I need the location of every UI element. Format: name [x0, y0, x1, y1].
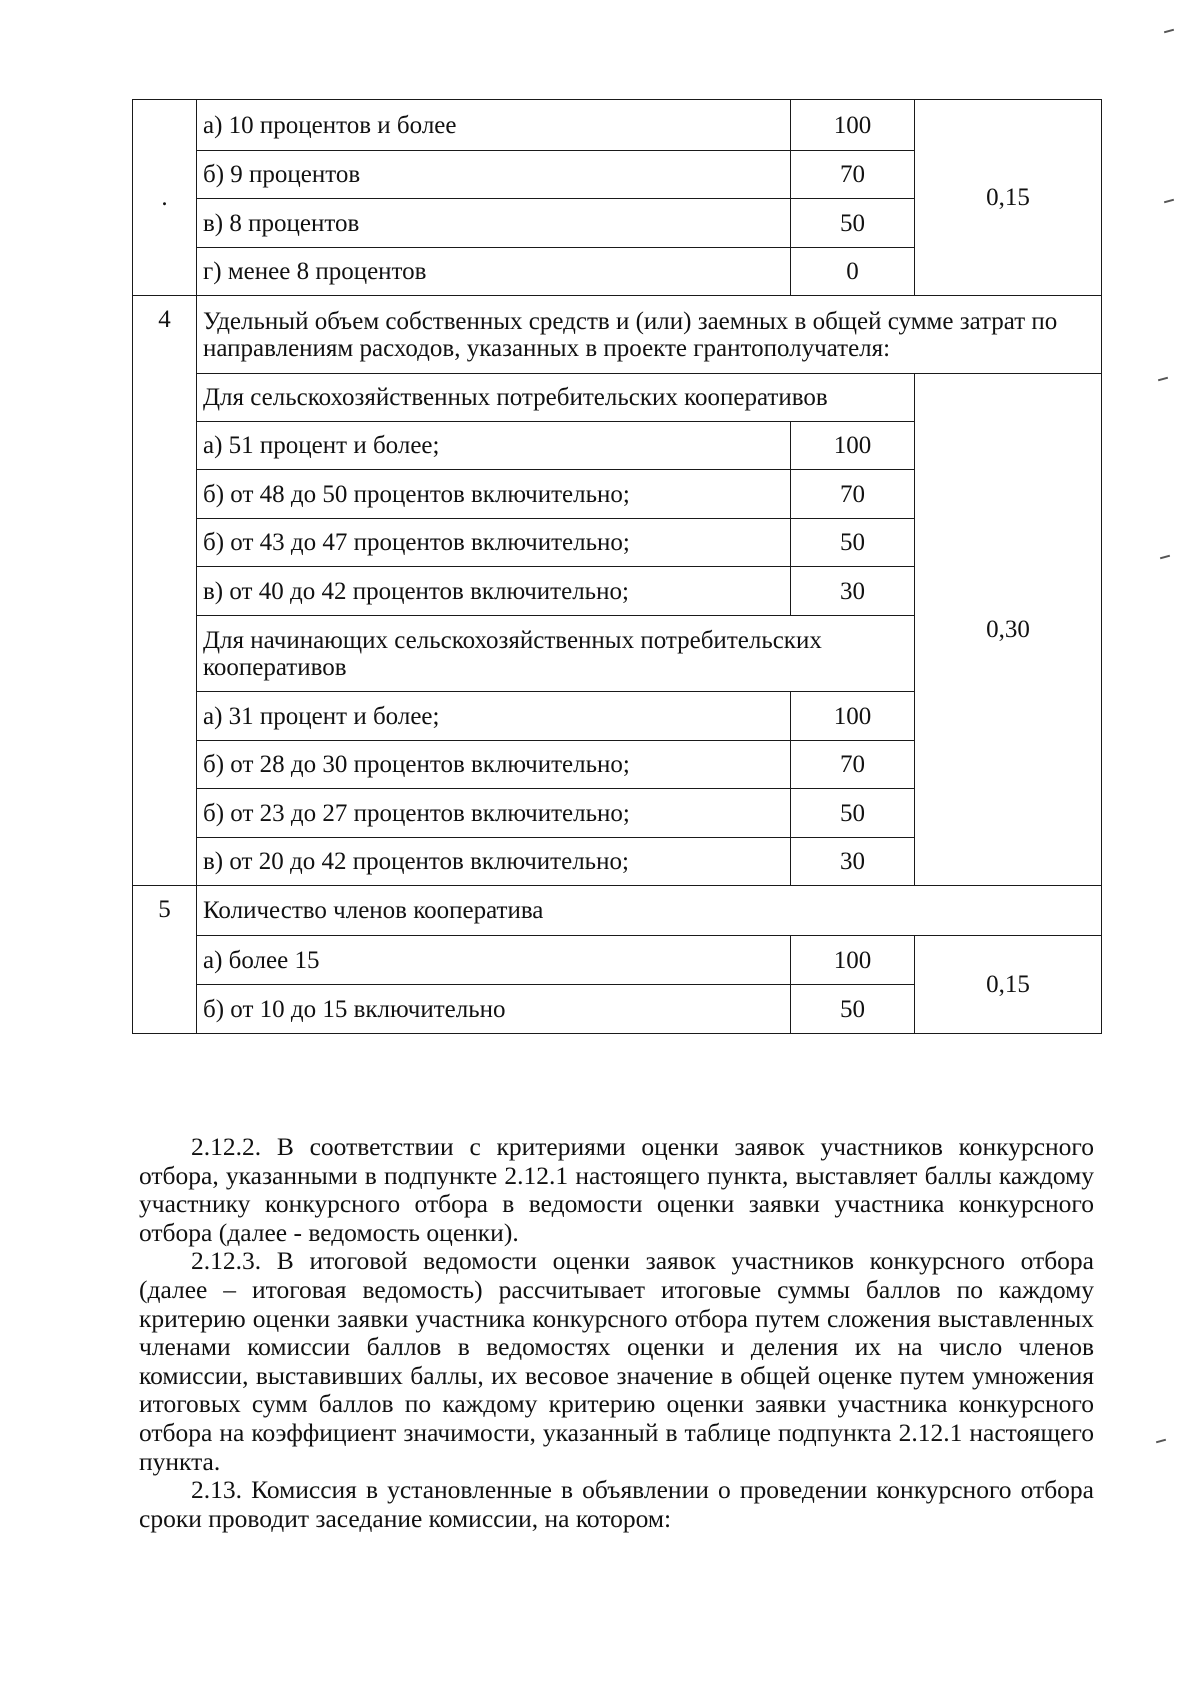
subgroup-title: Для начинающих сельскохозяйственных потребительских кооперативов	[197, 616, 915, 692]
option-label: б) от 23 до 27 процентов включительно;	[197, 789, 791, 838]
score-value: 100	[791, 100, 915, 151]
score-value: 70	[791, 151, 915, 199]
criteria-table	[132, 99, 1102, 1034]
criterion-number: 4	[133, 296, 197, 886]
score-value: 70	[791, 741, 915, 789]
table-row	[133, 886, 1102, 936]
scan-speck	[1164, 199, 1174, 204]
option-label: а) 10 процентов и более	[197, 100, 791, 151]
option-label: г) менее 8 процентов	[197, 248, 791, 296]
score-value: 50	[791, 985, 915, 1034]
weight-coefficient: 0,15	[915, 100, 1102, 296]
option-label: б) от 43 до 47 процентов включительно;	[197, 519, 791, 567]
paragraph-2-13: 2.13. Комиссия в установленные в объявлении о проведении конкурсного отбора сроки проводит заседание комиссии, на котором:	[139, 1475, 1094, 1533]
subgroup-title: Для сельскохозяйственных потребительских кооперативов	[197, 374, 915, 422]
scan-speck	[1160, 555, 1170, 560]
option-label: а) 31 процент и более;	[197, 692, 791, 741]
table-row	[133, 100, 1102, 151]
score-value: 50	[791, 789, 915, 838]
option-label: а) более 15	[197, 936, 791, 985]
score-value: 100	[791, 692, 915, 741]
weight-coefficient: 0,15	[915, 936, 1102, 1034]
score-value: 0	[791, 248, 915, 296]
table-row	[133, 296, 1102, 374]
score-value: 70	[791, 470, 915, 519]
option-label: в) 8 процентов	[197, 199, 791, 248]
score-value: 50	[791, 519, 915, 567]
option-label: б) 9 процентов	[197, 151, 791, 199]
scan-speck	[1156, 1439, 1166, 1444]
weight-coefficient: 0,30	[915, 374, 1102, 886]
paragraph-2-12-2: 2.12.2. В соответствии с критериями оценки заявок участников конкурсного отбора, указанными в подпункте 2.12.1 настоящего пункта, выставляет баллы каждому участнику конкурсного отбора в ведомости оценки заявки участника конкурсного отбора (далее - ведомость оценки).	[139, 1132, 1094, 1247]
criterion-number: 5	[133, 886, 197, 1034]
scan-speck	[1158, 377, 1168, 382]
option-label: б) от 10 до 15 включительно	[197, 985, 791, 1034]
scan-speck	[1164, 29, 1174, 34]
score-value: 100	[791, 936, 915, 985]
row-number-cell: .	[133, 100, 197, 296]
table-row	[133, 374, 1102, 422]
criterion-title: Количество членов кооператива	[197, 886, 1102, 936]
criterion-title: Удельный объем собственных средств и (или) заемных в общей сумме затрат по направлениям расходов, указанных в проекте грантополучателя:	[197, 296, 1102, 374]
score-value: 50	[791, 199, 915, 248]
score-value: 30	[791, 838, 915, 886]
paragraph-2-12-3: 2.12.3. В итоговой ведомости оценки заявок участников конкурсного отбора (далее – итоговая ведомость) рассчитывает итоговые суммы баллов по каждому критерию оценки заявки участника конкурсного отбора путем сложения выставленных членами комиссии баллов в ведомостях оценки и деления их на число членов комиссии, выставивших баллы, их весовое значение в общей оценке путем умножения итоговых сумм баллов по каждому критерию оценки заявки участника конкурсного отбора на коэффициент значимости, указанный в таблице подпункта 2.12.1 настоящего пункта.	[139, 1246, 1094, 1476]
table-row	[133, 936, 1102, 985]
option-label: б) от 48 до 50 процентов включительно;	[197, 470, 791, 519]
option-label: в) от 40 до 42 процентов включительно;	[197, 567, 791, 616]
option-label: в) от 20 до 42 процентов включительно;	[197, 838, 791, 886]
body-text	[139, 1133, 1094, 1533]
score-value: 30	[791, 567, 915, 616]
score-value: 100	[791, 422, 915, 470]
option-label: б) от 28 до 30 процентов включительно;	[197, 741, 791, 789]
option-label: а) 51 процент и более;	[197, 422, 791, 470]
